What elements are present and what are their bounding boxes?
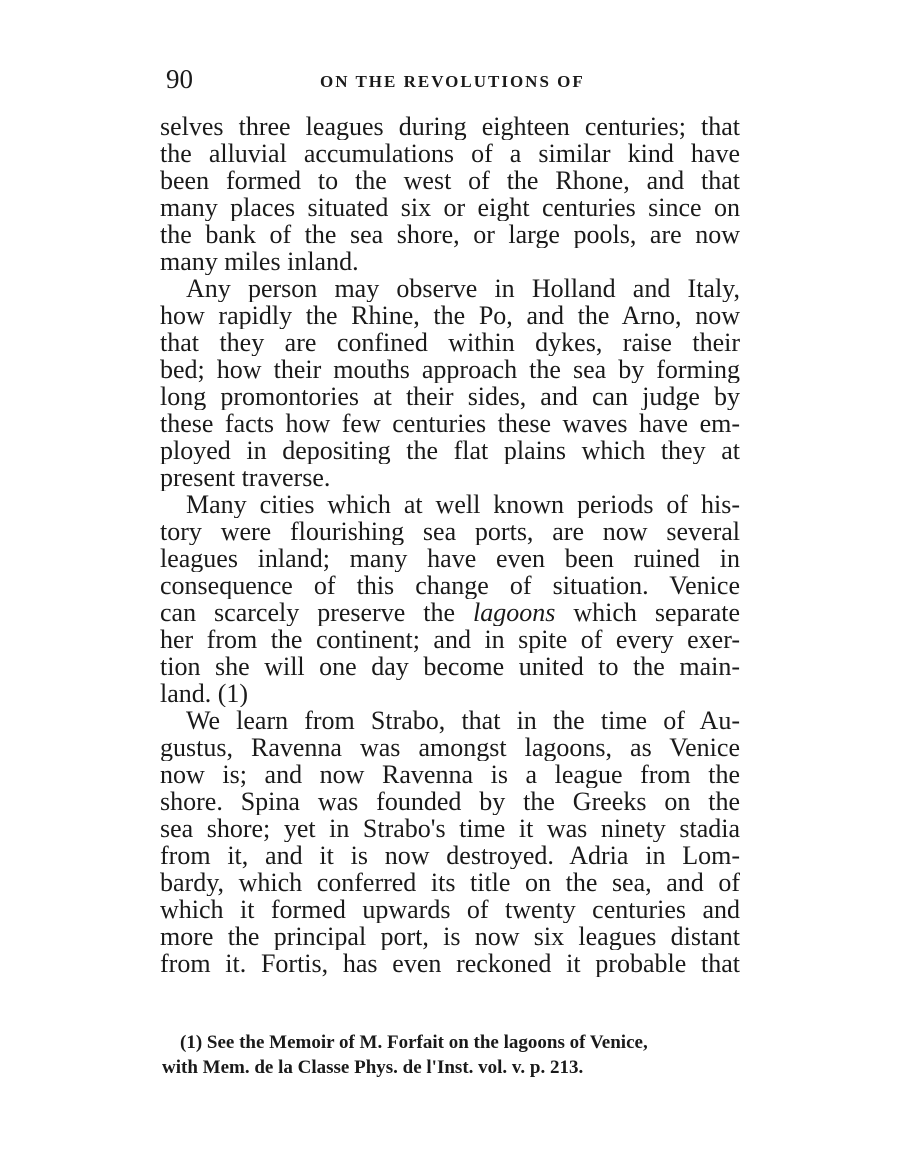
text-line: more the principal port, is now six leagues distant (160, 923, 740, 950)
running-head (160, 62, 740, 102)
running-title: ON THE REVOLUTIONS OF (320, 72, 585, 91)
text-line: gustus, Ravenna was amongst lagoons, as Venice (160, 734, 740, 761)
text-line: bed; how their mouths approach the sea by forming (160, 356, 740, 383)
text-line: many miles inland. (160, 248, 359, 275)
text-segment: can scarcely preserve the (160, 599, 456, 626)
text-line: tion she will one day become united to the main- (160, 653, 740, 680)
text-line: from it, and it is now destroyed. Adria in Lom- (160, 842, 740, 869)
footnote (162, 1030, 740, 1080)
text-line: these facts how few centuries these waves have em- (160, 410, 740, 437)
text-line: her from the continent; and in spite of every exer- (160, 626, 740, 653)
italic-word: lagoons (473, 599, 556, 626)
text-line: consequence of this change of situation. Venice (160, 572, 740, 599)
text-line: shore. Spina was founded by the Greeks on the (160, 788, 740, 815)
text-line-with-footnote-ref: land. (1) (160, 680, 249, 707)
paragraph-start-line: Any person may observe in Holland and Italy, (186, 275, 740, 302)
page-number: 90 (166, 64, 193, 94)
footnote-line: with Mem. de la Classe Phys. de l'Inst. vol. v. p. 213. (162, 1057, 584, 1078)
text-line: ployed in depositing the flat plains which they at (160, 437, 740, 464)
text-line: the alluvial accumulations of a similar kind have (160, 140, 740, 167)
text-line: tory were flourishing sea ports, are now several (160, 518, 740, 545)
text-line: sea shore; yet in Strabo's time it was ninety stadia (160, 815, 740, 842)
text-line: present traverse. (160, 464, 331, 491)
text-segment: which separate (573, 599, 740, 626)
text-line-with-italic (160, 599, 740, 626)
body-text (160, 113, 740, 977)
text-line: leagues inland; many have even been ruined in (160, 545, 740, 572)
paragraph-start-line: We learn from Strabo, that in the time of Au- (186, 707, 740, 734)
text-line: that they are confined within dykes, raise their (160, 329, 740, 356)
text-line: been formed to the west of the Rhone, and that (160, 167, 740, 194)
paragraph-start-line: Many cities which at well known periods of his- (186, 491, 740, 518)
text-line: many places situated six or eight centuries since on (160, 194, 740, 221)
text-line: selves three leagues during eighteen centuries; that (160, 113, 740, 140)
text-line: the bank of the sea shore, or large pools, are now (160, 221, 740, 248)
text-line: which it formed upwards of twenty centuries and (160, 896, 740, 923)
footnote-line: (1) See the Memoir of M. Forfait on the lagoons of Venice, (180, 1032, 648, 1053)
text-line: bardy, which conferred its title on the sea, and of (160, 869, 740, 896)
text-line: long promontories at their sides, and can judge by (160, 383, 740, 410)
text-line: from it. Fortis, has even reckoned it probable that (160, 950, 740, 977)
text-line: how rapidly the Rhine, the Po, and the Arno, now (160, 302, 740, 329)
text-line: now is; and now Ravenna is a league from the (160, 761, 740, 788)
